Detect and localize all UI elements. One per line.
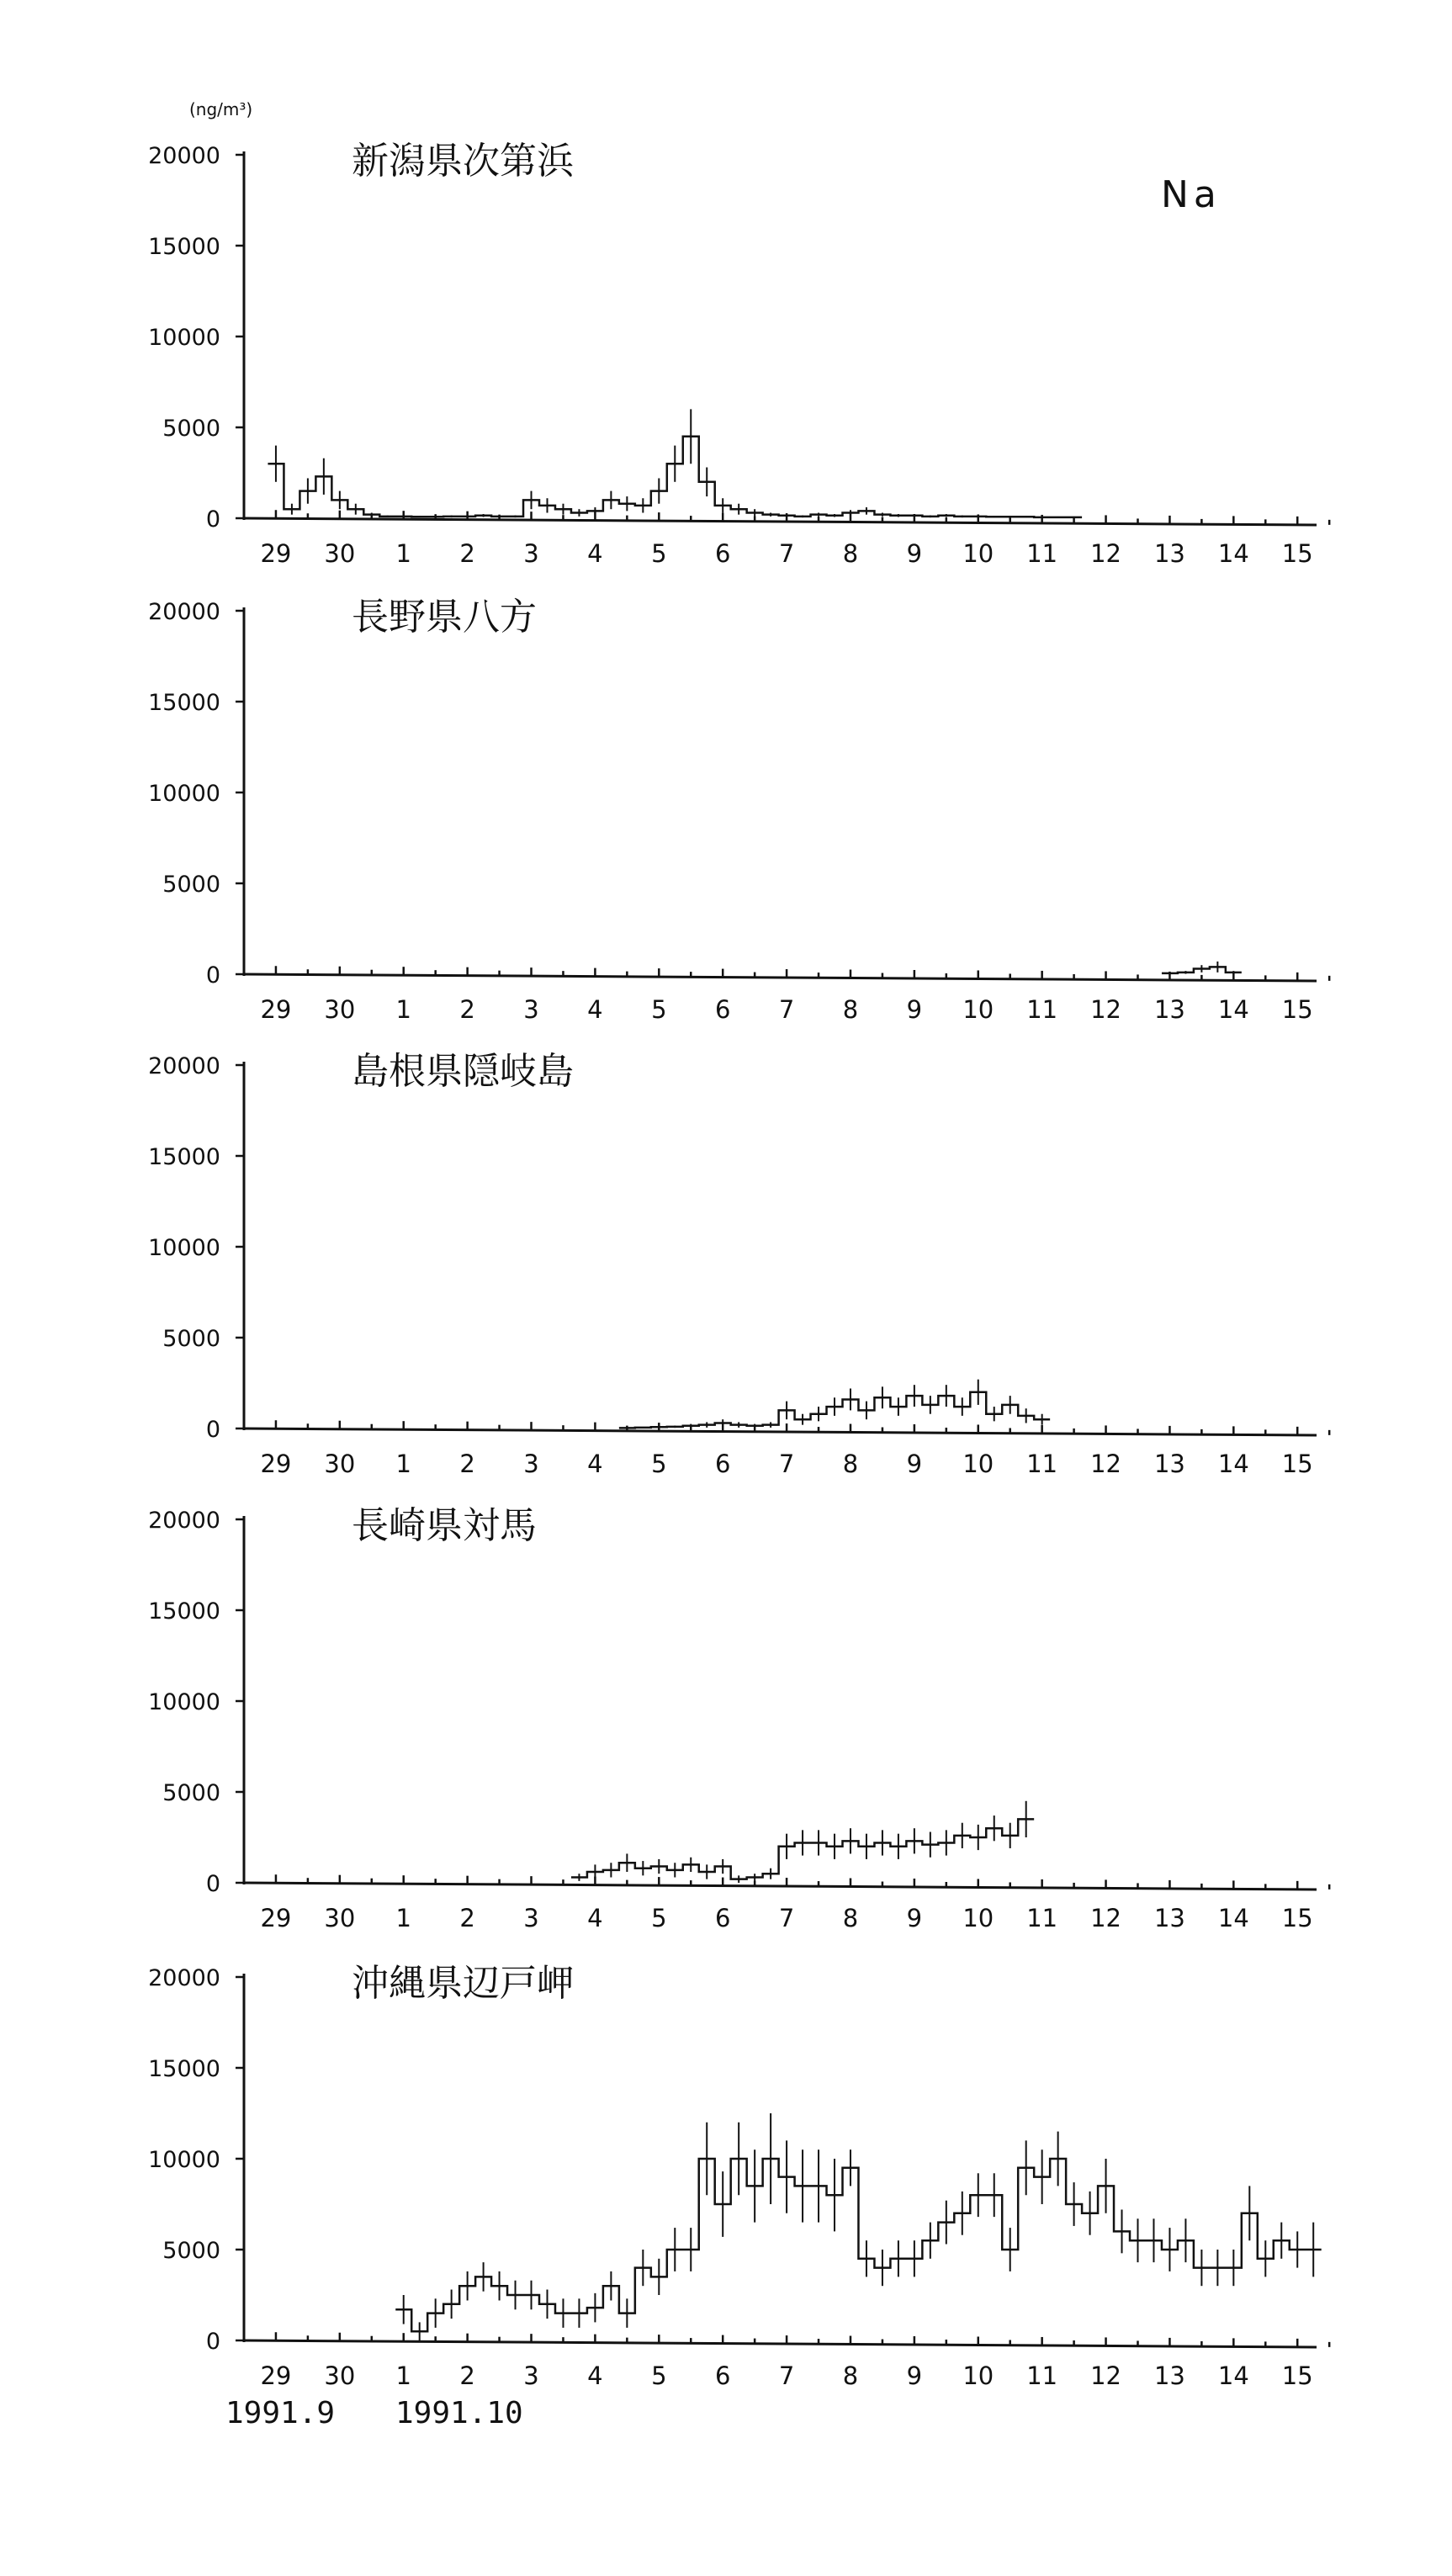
x-axis <box>244 974 1317 981</box>
y-tick-label: 15000 <box>148 1144 220 1170</box>
x-tick-label: 9 <box>906 995 923 1024</box>
y-tick-label: 15000 <box>148 1598 220 1625</box>
x-tick-label: 15 <box>1281 995 1313 1024</box>
x-axis <box>244 2340 1317 2347</box>
x-tick-label: 11 <box>1026 2361 1058 2390</box>
x-tick-label: 10 <box>962 539 994 568</box>
y-tick-label: 10000 <box>148 2147 220 2173</box>
x-tick-label: 4 <box>587 995 603 1024</box>
x-tick-label: 3 <box>523 539 539 568</box>
x-tick-label: 12 <box>1090 539 1122 568</box>
x-tick-label: 29 <box>260 995 292 1024</box>
x-tick-label: 10 <box>962 995 994 1024</box>
y-tick-label: 10000 <box>148 1235 220 1261</box>
x-tick-label: 5 <box>651 1904 667 1932</box>
x-tick-label: 6 <box>714 995 731 1024</box>
x-tick-label: 8 <box>842 1904 859 1932</box>
x-tick-label: 1 <box>395 1904 411 1932</box>
x-tick-label: 2 <box>459 539 475 568</box>
y-tick-label: 20000 <box>148 1053 220 1079</box>
y-tick-label: 5000 <box>162 2238 220 2264</box>
y-tick-label: 5000 <box>162 1780 220 1806</box>
y-tick-label: 15000 <box>148 690 220 716</box>
date-label-october: 1991.10 <box>395 2396 523 2430</box>
x-tick-label: 4 <box>587 1450 603 1478</box>
x-tick-label: 10 <box>962 1450 994 1478</box>
x-tick-label: 4 <box>587 539 603 568</box>
x-tick-label: 5 <box>651 1450 667 1478</box>
chart-panel-4 <box>148 1504 1329 1932</box>
x-tick-label: 5 <box>651 995 667 1024</box>
x-tick-label: 1 <box>395 2361 411 2390</box>
x-tick-label: 15 <box>1281 1904 1313 1932</box>
x-tick-label: 1 <box>395 1450 411 1478</box>
x-tick-label: 3 <box>523 1450 539 1478</box>
x-tick-label: 3 <box>523 1904 539 1932</box>
x-tick-label: 6 <box>714 1450 731 1478</box>
x-tick-label: 29 <box>260 1450 292 1478</box>
x-tick-label: 5 <box>651 539 667 568</box>
date-label-september: 1991.9 <box>225 2396 336 2430</box>
x-tick-label: 12 <box>1090 2361 1122 2390</box>
x-tick-label: 14 <box>1217 995 1249 1024</box>
chart-panel-1 <box>148 140 1329 568</box>
y-tick-label: 20000 <box>148 143 220 169</box>
y-tick-label: 15000 <box>148 234 220 260</box>
x-tick-label: 13 <box>1153 539 1185 568</box>
x-tick-label: 4 <box>587 2361 603 2390</box>
x-tick-label: 1 <box>395 995 411 1024</box>
chart-panels <box>148 140 1329 2390</box>
y-tick-label: 5000 <box>162 416 220 442</box>
y-tick-label: 10000 <box>148 781 220 807</box>
x-tick-label: 30 <box>324 1904 356 1932</box>
x-tick-label: 9 <box>906 1904 923 1932</box>
x-tick-label: 30 <box>324 995 356 1024</box>
x-tick-label: 12 <box>1090 1904 1122 1932</box>
x-tick-label: 29 <box>260 2361 292 2390</box>
y-tick-label: 0 <box>205 1871 220 1897</box>
panel-title: 島根県隠岐島 <box>352 1050 574 1093</box>
x-tick-label: 3 <box>523 995 539 1024</box>
x-tick-label: 30 <box>324 1450 356 1478</box>
y-tick-label: 20000 <box>148 1508 220 1534</box>
x-tick-label: 6 <box>714 2361 731 2390</box>
x-tick-label: 11 <box>1026 995 1058 1024</box>
x-tick-label: 9 <box>906 2361 923 2390</box>
x-tick-label: 7 <box>778 995 795 1024</box>
y-tick-label: 10000 <box>148 1689 220 1715</box>
panel-title: 長野県八方 <box>352 596 537 639</box>
x-tick-label: 2 <box>459 1904 475 1932</box>
x-tick-label: 2 <box>459 2361 475 2390</box>
x-tick-label: 15 <box>1281 539 1313 568</box>
y-tick-label: 5000 <box>162 872 220 898</box>
x-tick-label: 12 <box>1090 995 1122 1024</box>
x-tick-label: 8 <box>842 995 859 1024</box>
x-tick-label: 7 <box>778 2361 795 2390</box>
x-tick-label: 9 <box>906 539 923 568</box>
x-tick-label: 3 <box>523 2361 539 2390</box>
x-tick-label: 15 <box>1281 2361 1313 2390</box>
y-tick-label: 0 <box>205 506 220 533</box>
x-tick-label: 6 <box>714 539 731 568</box>
x-tick-label: 11 <box>1026 539 1058 568</box>
y-tick-label: 20000 <box>148 599 220 625</box>
x-tick-label: 7 <box>778 539 795 568</box>
x-tick-label: 2 <box>459 1450 475 1478</box>
x-tick-label: 8 <box>842 1450 859 1478</box>
x-tick-label: 30 <box>324 2361 356 2390</box>
x-tick-label: 7 <box>778 1904 795 1932</box>
x-tick-label: 8 <box>842 539 859 568</box>
x-tick-label: 8 <box>842 2361 859 2390</box>
x-tick-label: 1 <box>395 539 411 568</box>
x-tick-label: 29 <box>260 1904 292 1932</box>
panel-title: 沖縄県辺戸岬 <box>352 1962 574 2005</box>
x-tick-label: 13 <box>1153 1450 1185 1478</box>
x-tick-label: 10 <box>962 1904 994 1932</box>
y-tick-label: 10000 <box>148 325 220 351</box>
x-tick-label: 14 <box>1217 539 1249 568</box>
x-tick-label: 11 <box>1026 1904 1058 1932</box>
x-axis <box>244 1883 1317 1890</box>
x-tick-label: 30 <box>324 539 356 568</box>
x-tick-label: 7 <box>778 1450 795 1478</box>
panel-title: 新潟県次第浜 <box>352 140 574 183</box>
chart-panel-3 <box>148 1050 1329 1478</box>
x-tick-label: 12 <box>1090 1450 1122 1478</box>
panel-title: 長崎県対馬 <box>352 1504 537 1547</box>
x-tick-label: 13 <box>1153 2361 1185 2390</box>
chart-panel-2 <box>148 596 1329 1024</box>
y-tick-label: 0 <box>205 2329 220 2355</box>
x-axis <box>244 1428 1317 1435</box>
x-tick-label: 14 <box>1217 1904 1249 1932</box>
x-tick-label: 6 <box>714 1904 731 1932</box>
x-tick-label: 29 <box>260 539 292 568</box>
x-tick-label: 2 <box>459 995 475 1024</box>
element-label: Na <box>1161 173 1221 216</box>
y-tick-label: 5000 <box>162 1326 220 1352</box>
x-tick-label: 11 <box>1026 1450 1058 1478</box>
x-tick-label: 14 <box>1217 1450 1249 1478</box>
x-tick-label: 9 <box>906 1450 923 1478</box>
x-tick-label: 5 <box>651 2361 667 2390</box>
unit-label: (ng/m³) <box>189 99 253 119</box>
x-tick-label: 4 <box>587 1904 603 1932</box>
x-tick-label: 15 <box>1281 1450 1313 1478</box>
x-tick-label: 14 <box>1217 2361 1249 2390</box>
chart-panel-5 <box>148 1962 1329 2390</box>
x-tick-label: 13 <box>1153 995 1185 1024</box>
x-tick-label: 13 <box>1153 1904 1185 1932</box>
series-line <box>395 2159 1321 2331</box>
x-axis <box>244 518 1317 525</box>
y-tick-label: 20000 <box>148 1965 220 1991</box>
x-tick-label: 10 <box>962 2361 994 2390</box>
y-tick-label: 15000 <box>148 2056 220 2082</box>
y-tick-label: 0 <box>205 962 220 989</box>
y-tick-label: 0 <box>205 1417 220 1443</box>
